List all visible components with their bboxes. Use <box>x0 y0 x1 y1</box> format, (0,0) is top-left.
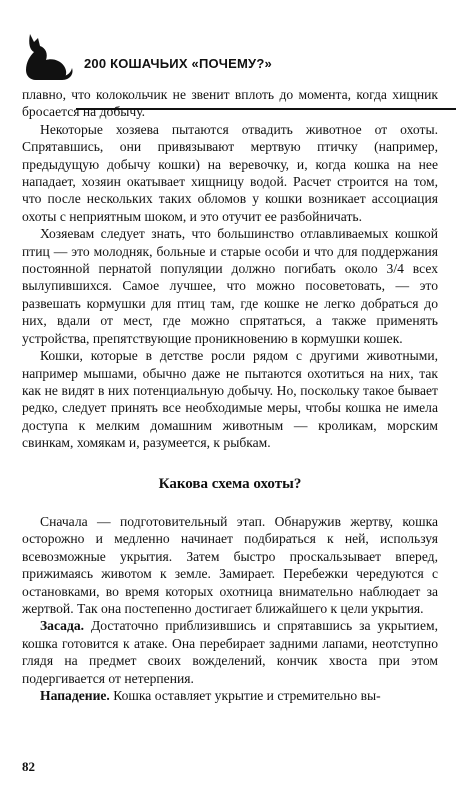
attack-text: Кошка оставляет укрытие и стремительно вы- <box>109 688 381 703</box>
cat-silhouette-icon <box>16 30 76 82</box>
attack-lead: Нападение. <box>40 688 110 703</box>
page-header <box>16 30 446 82</box>
paragraph-attack <box>22 687 438 704</box>
running-head: 200 КОШАЧЬИХ «ПОЧЕМУ?» <box>84 56 272 71</box>
paragraph-birds: Хозяевам следует знать, что большинство отлавливаемых кошкой птиц — это молодняк, больные и старые особи и что для поддержания постоянной пернатой популяции должно погибать около 3/4 всех вылупившихся. Самое лучшее, что можно посоветовать, — это развешать кормушки для птиц там, где кошке не легко добраться до них, вдали от мест, где можно спрятаться, а также применять устройства, препятствующие проникновению в кормушки кошек. <box>22 226 438 346</box>
ambush-text: Достаточно приблизившись и спрятавшись за укрытием, кошка готовится к атаке. Она перебирает задними лапами, неотступно глядя на предмет своих вожделений, кончик хвоста при этом подергивается от нетерпения. <box>22 618 438 686</box>
page-body <box>22 86 438 704</box>
paragraph-continued: плавно, что колокольчик не звенит вплоть до момента, когда хищник бросается на добычу. <box>22 87 438 120</box>
ambush-lead: Засада. <box>40 618 85 634</box>
section-heading: Какова схема охоты? <box>158 475 302 492</box>
paragraph-approach: Сначала — подготовительный этап. Обнаружив жертву, кошка осторожно и медленно начинает подбираться к ней, используя всевозможные укрытия. Затем быстро проскальзывает вперед, прижимаясь животом к земле. Замирает. Перебежки чередуются с остановками, во время которых охотница внимательно наблюдает за жертвой. Так она постепенно достигает ближайшего к цели укрытия. <box>22 513 438 616</box>
page-number: 82 <box>22 759 35 774</box>
paragraph-deterrence: Некоторые хозяева пытаются отвадить животное от охоты. Спрятавшись, они привязывают мертвую птичку (например, предыдущую добычу кошки) на веревочку, и, когда кошка на нее нападает, хозяин окатывает хищницу водой. Расчет строится на том, что после нескольких таких обломов у кошки возникает ассоциация охоты с неприятным шоком, и это отучит ее разбойничать. <box>22 121 438 224</box>
paragraph-ambush <box>22 617 438 687</box>
paragraph-pets: Кошки, которые в детстве росли рядом с другими животными, например мышами, обычно даже не пытаются охотиться на них, так как не видят в них потенциальную добычу. Но, поскольку такое бывает редко, следует принять все необходимые меры, чтобы кошка не имела доступа к мелким домашним животным — кроликам, морским свинкам, хомякам и, разумеется, к рыбкам. <box>22 348 438 451</box>
